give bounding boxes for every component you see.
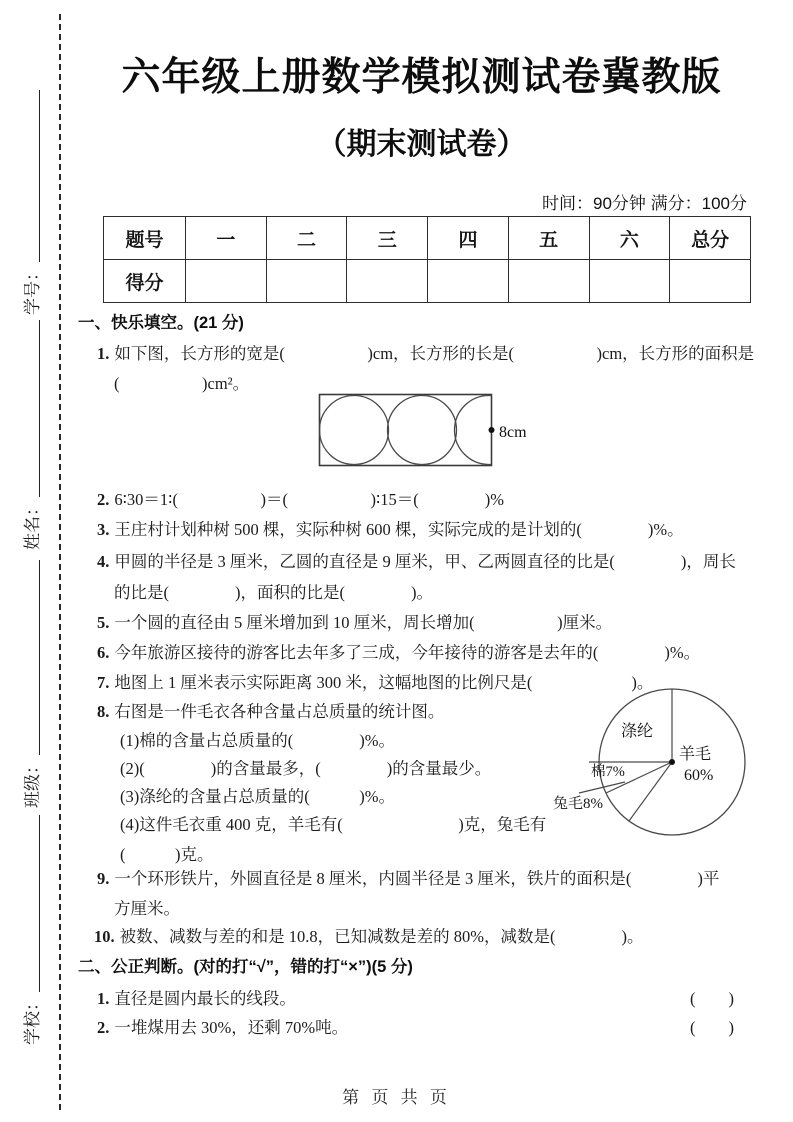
- question-number: 1.: [97, 344, 110, 363]
- question-5: [97, 609, 612, 633]
- question-1-line2: ( )cm²。: [114, 374, 250, 393]
- question-text: 直径是圆内最长的线段。: [114, 989, 296, 1008]
- question-number: 5.: [97, 613, 110, 632]
- cotton-slice-label: 棉7%: [591, 764, 625, 780]
- school-blank-line: [20, 815, 40, 992]
- question-1-line1: [97, 340, 754, 364]
- question-text: 今年旅游区接待的游客比去年多了三成，今年接待的游客是去年的( )%。: [114, 643, 701, 662]
- pie-radius-216deg: [629, 762, 672, 821]
- score-header-cell: 三: [347, 217, 428, 260]
- page-title: 六年级上册数学模拟测试卷冀教版: [121, 56, 722, 99]
- question-number: 8.: [97, 702, 110, 721]
- score-header-cell: 总分: [670, 217, 751, 260]
- question-8: [97, 698, 444, 722]
- question-6: [97, 639, 700, 663]
- question-number: 10.: [94, 927, 115, 946]
- question-text: 如下图，长方形的宽是( )cm，长方形的长是( )cm，长方形的面积是: [114, 344, 755, 363]
- question-text: 地图上 1 厘米表示实际距离 300 米，这幅地图的比例尺是( )。: [114, 673, 654, 692]
- judge-question-2: [97, 1014, 348, 1038]
- score-header-cell: 题号: [104, 217, 186, 260]
- question-text: 王庄村计划种树 500 棵，实际种树 600 棵，实际完成的是计划的( )%。: [114, 520, 684, 539]
- time-score-info: 时间：90分钟 满分：100分: [542, 194, 747, 213]
- judge-question-1: [97, 985, 296, 1009]
- rectangle-circles-figure: [318, 393, 543, 473]
- judge-answer-bracket-1: ( ): [690, 989, 734, 1008]
- question-10: [94, 923, 643, 947]
- seal-dashed-line: [59, 14, 61, 1110]
- score-header-cell: 五: [508, 217, 589, 260]
- question-3: [97, 516, 684, 540]
- question-8-sub4-line2: ( )克。: [120, 845, 214, 864]
- question-number: 3.: [97, 520, 110, 539]
- question-9-line1: [97, 865, 719, 889]
- question-number: 2.: [97, 490, 110, 509]
- score-header-cell: 六: [589, 217, 670, 260]
- question-text: 右图是一件毛衣各种含量占总质量的统计图。: [114, 702, 445, 721]
- score-table-score-row: [104, 260, 751, 303]
- student-id-field: [15, 90, 45, 315]
- judge-answer-bracket-2: ( ): [690, 1018, 734, 1037]
- question-9-line2: 方厘米。: [114, 899, 180, 918]
- page-subtitle: （期末测试卷）: [316, 128, 527, 161]
- question-8-sub1: (1)棉的含量占总质量的( )%。: [120, 731, 395, 750]
- section2-heading: 二、公正判断。(对的打“√”，错的打“×”)(5 分): [78, 958, 413, 976]
- student-name-blank-line: [20, 320, 40, 497]
- figure-dimension-label: 8cm: [499, 424, 527, 441]
- class-blank-line: [20, 560, 40, 755]
- score-cell: [428, 260, 509, 303]
- question-number: 2.: [97, 1018, 110, 1037]
- student-name-label: 姓名：: [22, 499, 42, 550]
- school-label: 学校：: [22, 994, 42, 1045]
- question-text: 被数、减数与差的和是 10.8，已知减数是差的 80%，减数是( )。: [119, 927, 644, 946]
- question-number: 9.: [97, 869, 110, 888]
- score-row-label: 得分: [104, 260, 186, 303]
- radius-endpoint-dot: [489, 427, 495, 433]
- score-cell: [186, 260, 267, 303]
- rabbit-hair-slice-label: 兔毛8%: [553, 796, 603, 812]
- question-4-line2: 的比是( )，面积的比是( )。: [114, 583, 433, 602]
- score-table: [103, 216, 751, 303]
- question-text: 一个环形铁片，外圆直径是 8 厘米，内圆半径是 3 厘米，铁片的面积是( )平: [114, 869, 720, 888]
- pie-center-dot: [669, 759, 675, 765]
- wool-slice-label: 羊毛: [679, 746, 712, 763]
- sweater-composition-pie-chart: [545, 680, 760, 842]
- score-cell: [670, 260, 751, 303]
- question-number: 7.: [97, 673, 110, 692]
- question-text: 一个圆的直径由 5 厘米增加到 10 厘米，周长增加( )厘米。: [114, 613, 613, 632]
- page-footer: 第 页 共 页: [342, 1088, 451, 1107]
- score-cell: [589, 260, 670, 303]
- question-number: 4.: [97, 552, 110, 571]
- class-label: 班级：: [22, 757, 42, 808]
- score-cell: [347, 260, 428, 303]
- question-2: [97, 486, 504, 510]
- student-id-blank-line: [20, 90, 40, 262]
- score-cell: [266, 260, 347, 303]
- question-4-line1: [97, 548, 736, 572]
- question-8-sub3: (3)涤纶的含量占总质量的( )%。: [120, 787, 395, 806]
- question-number: 6.: [97, 643, 110, 662]
- wool-slice-percent: 60%: [684, 767, 714, 784]
- school-field: [15, 815, 45, 1045]
- question-number: 1.: [97, 989, 110, 1008]
- student-name-field: [15, 320, 45, 550]
- score-header-cell: 四: [428, 217, 509, 260]
- question-text: 6∶30＝1∶( )＝( )∶15＝( )%: [114, 490, 504, 509]
- section1-heading: 一、快乐填空。(21 分): [78, 314, 244, 332]
- polyester-slice-label: 涤纶: [620, 723, 654, 740]
- student-id-label: 学号：: [22, 264, 42, 315]
- question-text: 甲圆的半径是 3 厘米，乙圆的直径是 9 厘米，甲、乙两圆直径的比是( )，周长: [114, 552, 736, 571]
- class-field: [15, 560, 45, 808]
- score-header-cell: 一: [186, 217, 267, 260]
- question-text: 一堆煤用去 30%，还剩 70%吨。: [114, 1018, 349, 1037]
- score-table-header-row: [104, 217, 751, 260]
- question-8-sub2: (2)( )的含量最多，( )的含量最少。: [120, 759, 492, 778]
- question-8-sub4-line1: (4)这件毛衣重 400 克，羊毛有( )克，兔毛有: [120, 815, 547, 834]
- score-header-cell: 二: [266, 217, 347, 260]
- score-cell: [508, 260, 589, 303]
